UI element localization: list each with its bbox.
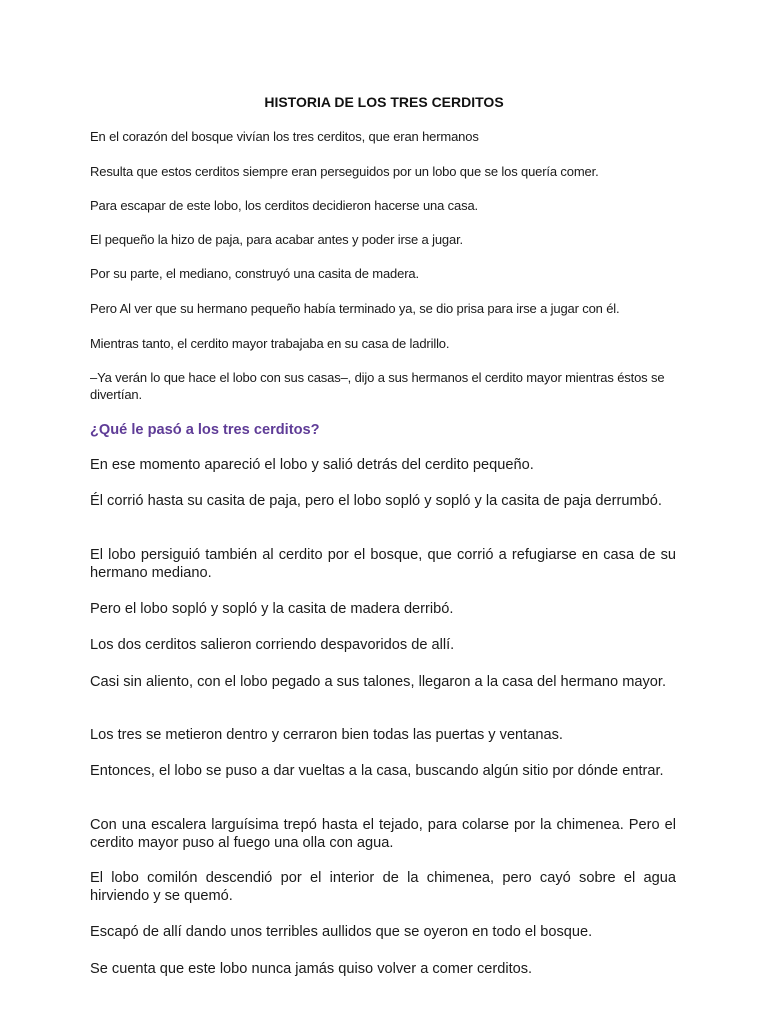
intro-paragraph: Por su parte, el mediano, construyó una casita de madera.: [90, 266, 419, 281]
story-paragraph: En ese momento apareció el lobo y salió detrás del cerdito pequeño.: [90, 457, 534, 473]
story-paragraph: Con una escalera larguísima trepó hasta el tejado, para colarse por la chimenea. Pero el cerdito mayor puso al fuego una olla con agua.: [90, 817, 676, 851]
story-paragraph: Pero el lobo sopló y sopló y la casita de madera derribó.: [90, 601, 454, 617]
story-paragraph: Él corrió hasta su casita de paja, pero el lobo sopló y sopló y la casita de paja derrumbó.: [90, 493, 662, 509]
intro-paragraph: Pero Al ver que su hermano pequeño había terminado ya, se dio prisa para irse a jugar con él.: [90, 301, 620, 316]
intro-paragraph: En el corazón del bosque vivían los tres cerditos, que eran hermanos: [90, 129, 479, 144]
intro-paragraph: –Ya verán lo que hace el lobo con sus casas–, dijo a sus hermanos el cerdito mayor mientras éstos se divertían.: [90, 370, 665, 402]
section-subheading: ¿Qué le pasó a los tres cerditos?: [90, 422, 320, 438]
intro-paragraph: Resulta que estos cerditos siempre eran perseguidos por un lobo que se los quería comer.: [90, 164, 599, 179]
story-paragraph: Los dos cerditos salieron corriendo despavoridos de allí.: [90, 637, 455, 653]
story-paragraph: Escapó de allí dando unos terribles aullidos que se oyeron en todo el bosque.: [90, 924, 593, 940]
story-paragraph: El lobo comilón descendió por el interior de la chimenea, pero cayó sobre el agua hirviendo y se quemó.: [90, 870, 676, 904]
story-paragraph: Entonces, el lobo se puso a dar vueltas a la casa, buscando algún sitio por dónde entrar.: [90, 763, 664, 779]
intro-paragraph: Para escapar de este lobo, los cerditos decidieron hacerse una casa.: [90, 198, 478, 213]
story-paragraph: Casi sin aliento, con el lobo pegado a sus talones, llegaron a la casa del hermano mayor.: [90, 674, 666, 690]
intro-paragraph: Mientras tanto, el cerdito mayor trabajaba en su casa de ladrillo.: [90, 336, 450, 351]
document-title: HISTORIA DE LOS TRES CERDITOS: [264, 94, 504, 110]
story-paragraph: Los tres se metieron dentro y cerraron bien todas las puertas y ventanas.: [90, 727, 563, 743]
story-paragraph: Se cuenta que este lobo nunca jamás quiso volver a comer cerditos.: [90, 961, 533, 977]
intro-paragraph: El pequeño la hizo de paja, para acabar antes y poder irse a jugar.: [90, 232, 463, 247]
story-paragraph: El lobo persiguió también al cerdito por el bosque, que corrió a refugiarse en casa de su hermano mediano.: [90, 547, 676, 581]
